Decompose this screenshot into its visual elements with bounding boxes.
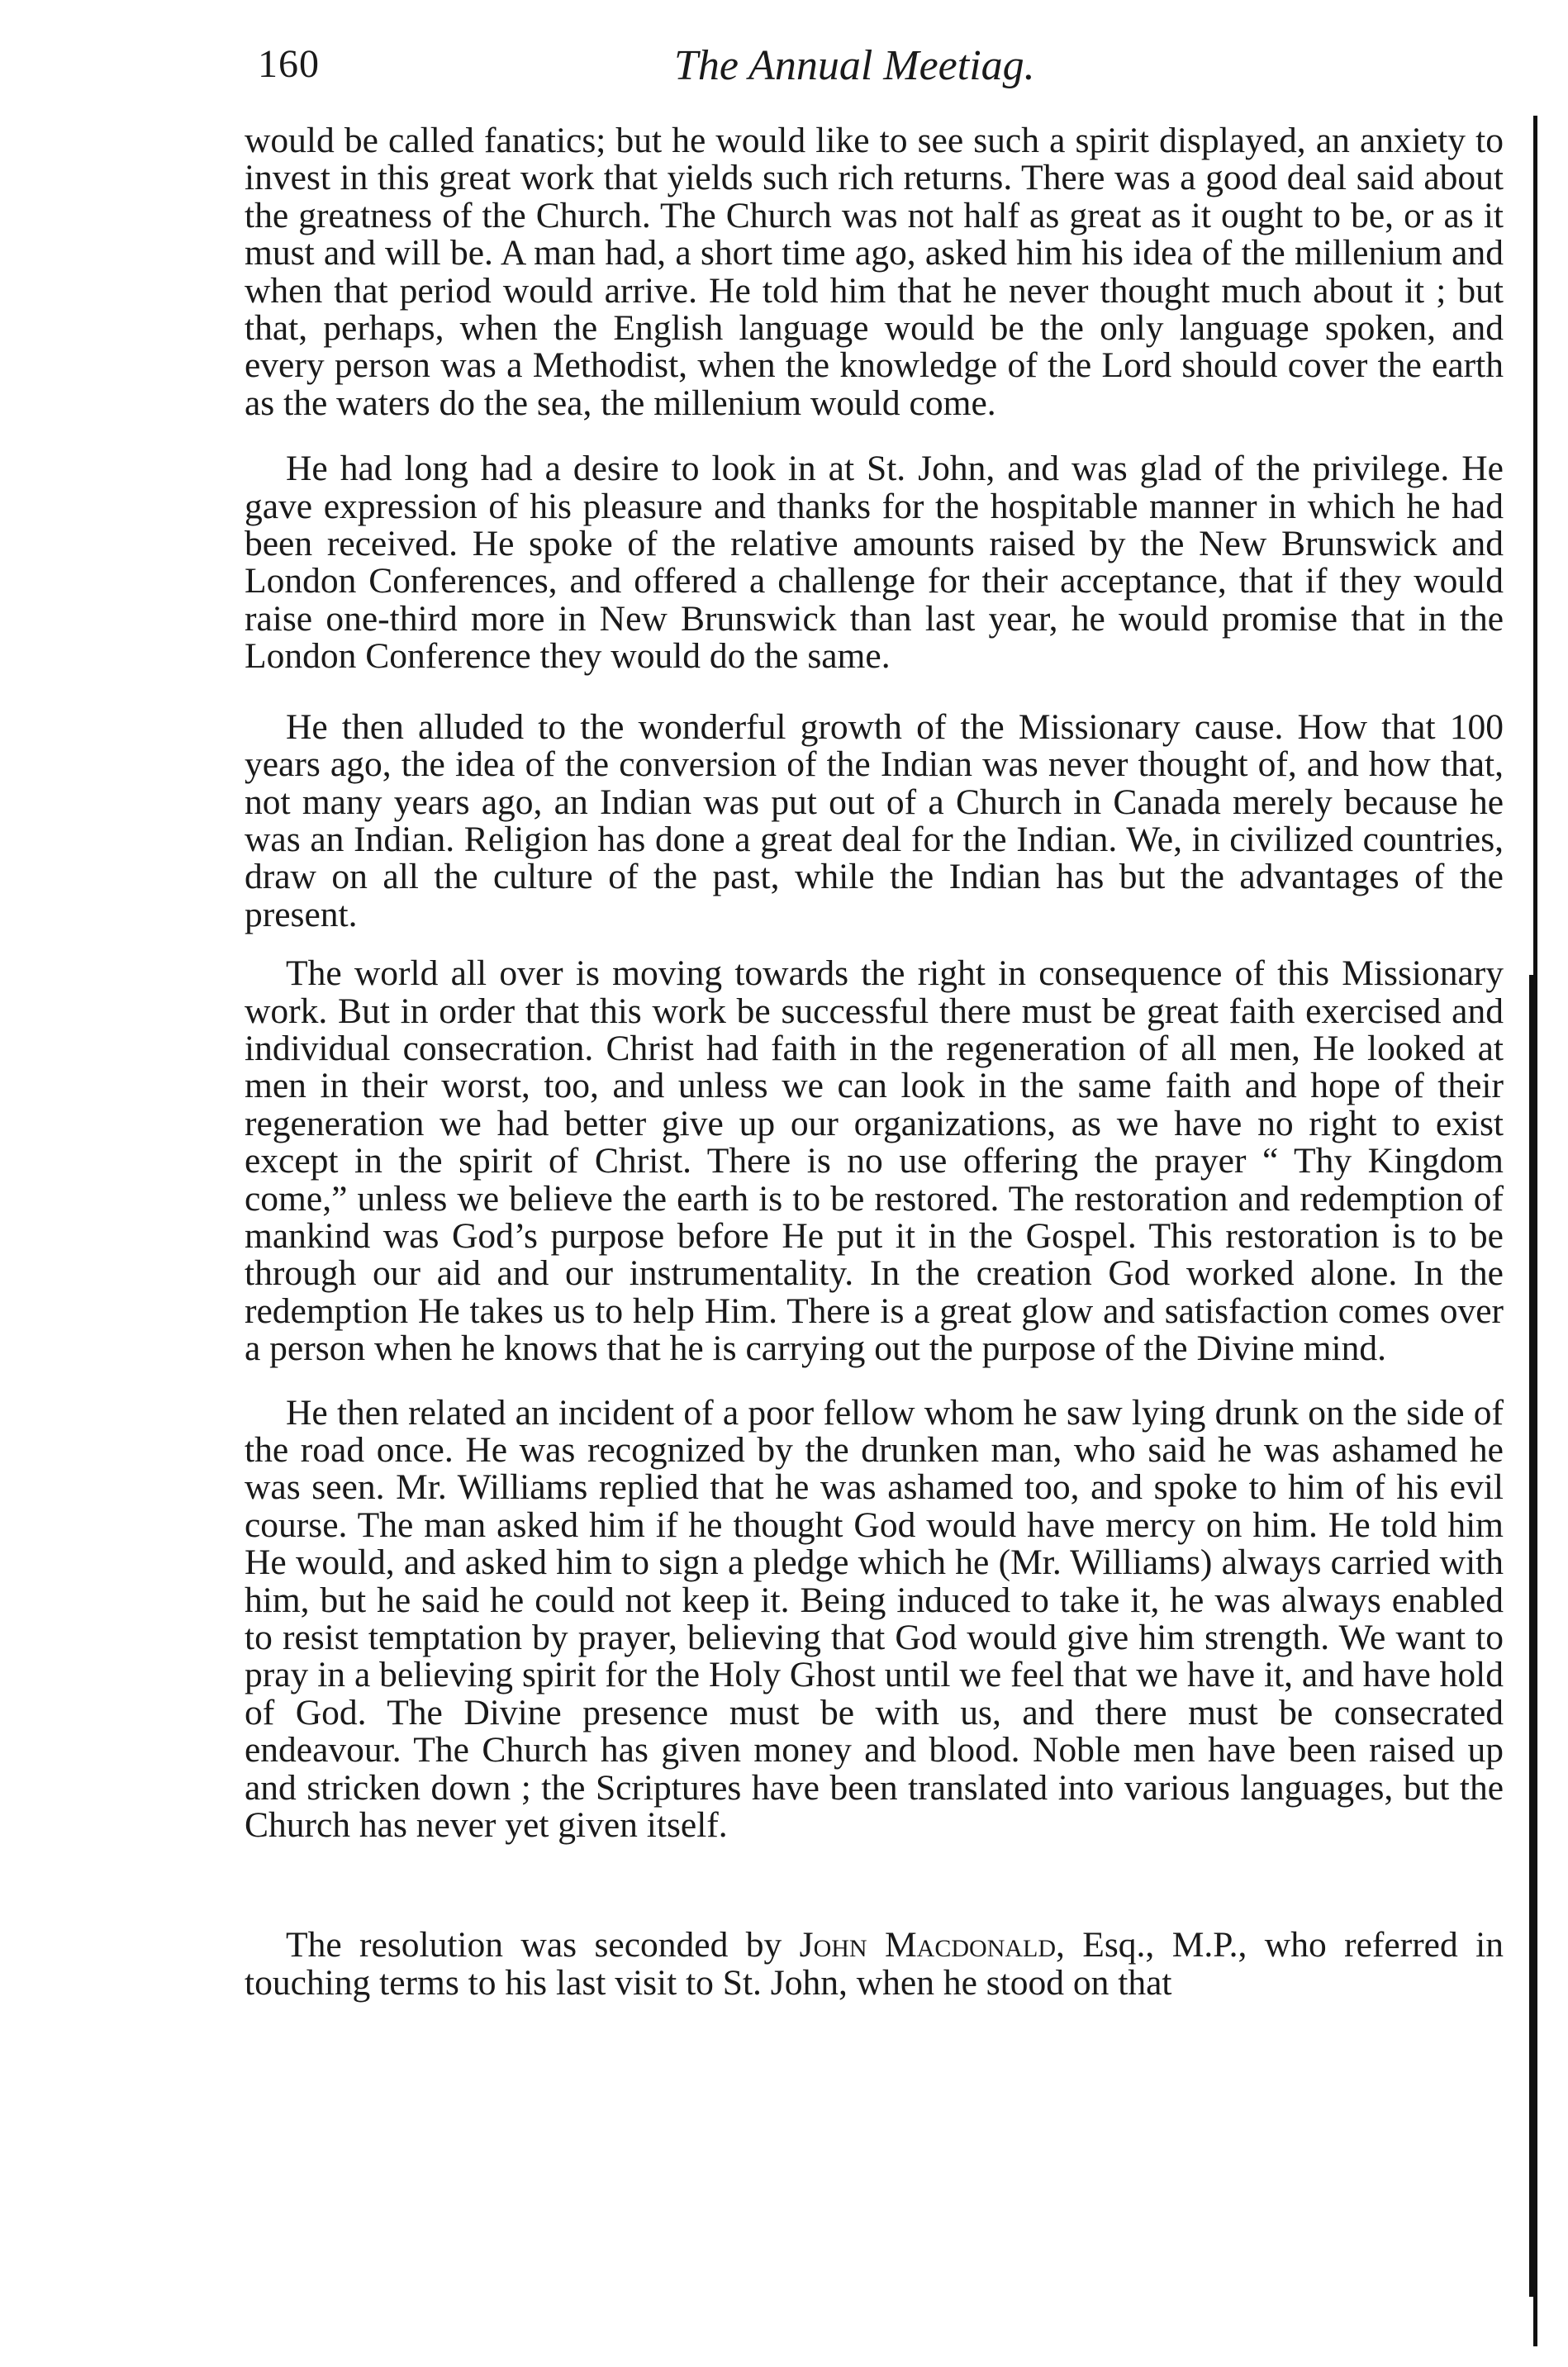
scan-edge-shadow xyxy=(1529,975,1537,2297)
paragraph: He then alluded to the wonderful growth of the Missionary cause. How that 100 years ago, the idea of the conversion of the Indian was never thought of, and how that, not many years ago, an Indian was put out of a Church in Canada merely because he was an Indian. Religion has done a great deal for the Indian. We, in civilized countries, draw on all the culture of the past, while the Indian has but the advantages of the present. xyxy=(245,706,1504,934)
paragraph-seconder xyxy=(245,1927,1504,2002)
seconder-name: John Macdonald xyxy=(799,1925,1057,1965)
body-text xyxy=(245,122,1504,2002)
seconder-text-before: The resolution was seconded by xyxy=(286,1925,800,1965)
seconder-text-after: , Esq., M.P., who referred in touching terms to his last visit to St. John, when he stood on that xyxy=(245,1925,1504,2003)
paragraph: He had long had a desire to look in at St. John, and was glad of the privilege. He gave expression of his pleasure and thanks for the hospitable manner in which he had been received. He spoke of the relative amounts raised by the New Brunswick and London Conferences, and offered a challenge for their acceptance, that if they would raise one-third more in New Brunswick than last year, he would promise that in the London Conference they would do the same. xyxy=(245,449,1504,677)
paragraph: The world all over is moving towards the right in consequence of this Missionary work. But in order that this work be successful there must be great faith exercised and individual consecration. Christ had faith in the regeneration of all men, He looked at men in their worst, too, and unless we can look in the same faith and hope of their regeneration we had better give up our organizations, as we have no right to exist except in the spirit of Christ. There is no use offering the prayer “ Thy Kingdom come,” unless we believe the earth is to be restored. The restoration and redemption of mankind was God’s purpose before He put it in the Gospel. This restoration is to be through our aid and our instrumentality. In the creation God worked alone. In the redemption He takes us to help Him. There is a great glow and satisfaction comes over a person when he knows that he is carrying out the purpose of the Divine mind. xyxy=(245,953,1504,1369)
paragraph-continued: would be called fanatics; but he would like to see such a spirit displayed, an anxiety to invest in this great work that yields such rich returns. There was a good deal said about the greatness of the Church. The Church was not half as great as it ought to be, or as it must and will be. A man had, a short time ago, asked him his idea of the millenium and when that period would arrive. He told him that he never thought much about it ; but that, perhaps, when the English language would be the only language spoken, and every person was a Methodist, when the knowledge of the Lord should cover the earth as the waters do the sea, the millenium would come. xyxy=(245,121,1504,423)
running-title: The Annual Meetiag. xyxy=(674,42,1035,89)
paragraph: He then related an incident of a poor fellow whom he saw lying drunk on the side of the road once. He was recognized by the drunken man, who said he was ashamed he was seen. Mr. Williams replied that he was ashamed too, and spoke to him of his evil course. The man asked him if he thought God would have mercy on him. He told him He would, and asked him to sign a pledge which he (Mr. Williams) always carried with him, but he said he could not keep it. Being induced to take it, he was always enabled to resist temptation by prayer, believing that God would give him strength. We want to pray in a believing spirit for the Holy Ghost until we feel that we have it, and have hold of God. The Divine presence must be with us, and there must be consecrated endeavour. The Church has given money and blood. Noble men have been raised up and stricken down ; the Scriptures have been translated into various languages, but the Church has never yet given itself. xyxy=(245,1392,1504,1846)
page-header xyxy=(245,35,1500,101)
page-number: 160 xyxy=(258,42,320,86)
